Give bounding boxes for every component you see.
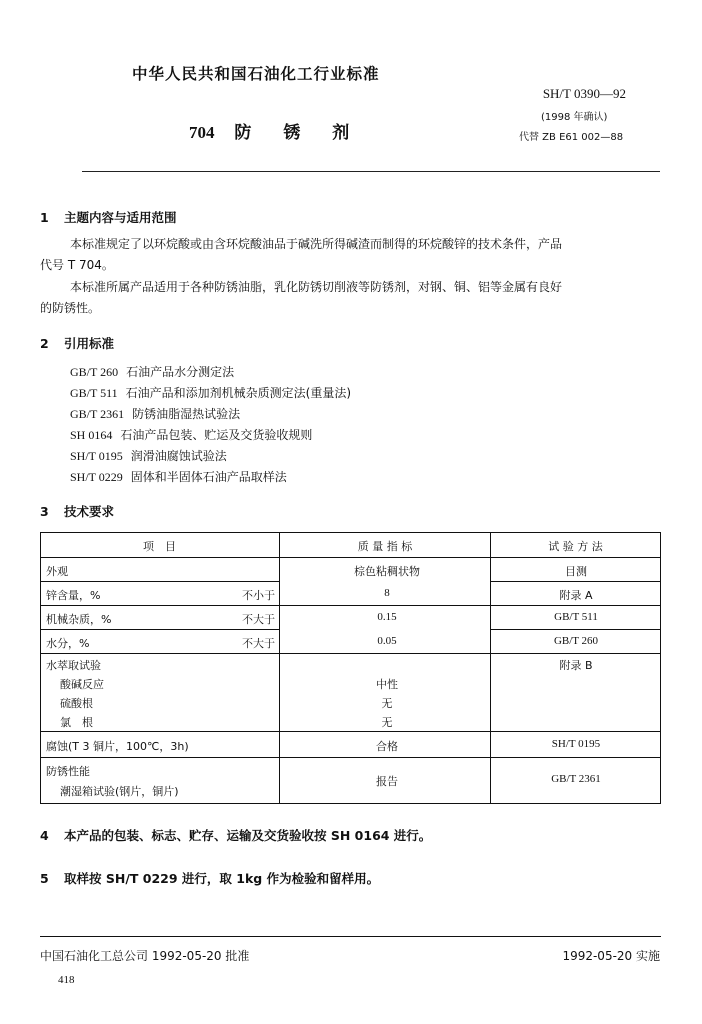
row-value: 0.05 <box>377 635 397 647</box>
reference-title: 防锈油脂湿热试验法 <box>132 407 241 421</box>
section-5-text <box>40 869 379 887</box>
reference-item <box>70 363 234 380</box>
table-rule <box>490 629 661 630</box>
table-border <box>40 533 41 803</box>
table-rule <box>40 581 280 582</box>
row-method: SH/T 0195 <box>551 738 601 750</box>
standard-code: SH/T 0390—92 <box>542 86 626 101</box>
table-rule <box>40 629 280 630</box>
row-item: 机械杂质，% <box>46 613 112 626</box>
table-rule <box>490 581 661 582</box>
reference-code: GB/T 511 <box>70 386 118 400</box>
row-value: 8 <box>384 587 390 599</box>
section-1-para-2-line-1: 本标准所属产品适用于各种防锈油脂，乳化防锈切削液等防锈剂，对钢、铜、铝等金属有良好 <box>70 280 563 294</box>
reference-title: 石油产品包装、贮运及交货验收规则 <box>120 428 313 442</box>
title-char: 锈 <box>283 123 301 143</box>
page-number: 418 <box>58 974 75 986</box>
row-value: 棕色粘稠状物 <box>354 565 420 578</box>
reference-code: SH/T 0229 <box>70 470 123 484</box>
section-body: 取样按 SH/T 0229 进行，取 1kg 作为检验和留样用。 <box>64 871 380 886</box>
row-value: 报告 <box>376 775 398 788</box>
row-value: 合格 <box>376 740 398 753</box>
row-value: 中性 <box>376 678 398 691</box>
row-item: 水分，% <box>46 637 90 650</box>
section-number: 2 <box>40 336 49 351</box>
reference-item <box>70 447 227 464</box>
table-rule <box>40 653 661 654</box>
section-1-heading <box>40 208 177 226</box>
issuing-organization: 中华人民共和国石油化工行业标准 <box>132 65 380 83</box>
reference-code: GB/T 2361 <box>70 407 125 421</box>
table-rule <box>40 731 661 732</box>
section-1-para-2-line-2: 的防锈性。 <box>40 301 101 315</box>
column-header-method: 试 验 方 法 <box>548 540 603 553</box>
reference-item <box>70 405 240 422</box>
section-3-heading <box>40 502 114 520</box>
row-method: GB/T 2361 <box>551 773 601 785</box>
title-number: 704 <box>189 123 215 142</box>
table-border <box>490 533 491 803</box>
row-condition: 不大于 <box>242 637 275 650</box>
replaces-note: 代替 ZB E61 002—88 <box>519 132 624 143</box>
footer-divider <box>40 936 661 937</box>
table-rule <box>40 557 661 558</box>
row-subitem: 酸碱反应 <box>60 678 104 691</box>
section-number: 1 <box>40 210 49 225</box>
implementation-date: 1992-05-20 实施 <box>562 949 660 963</box>
document-title <box>189 118 375 143</box>
row-method: 目测 <box>565 565 587 578</box>
confirmation-note: (1998 年确认) <box>541 112 608 123</box>
approval-statement: 中国石油化工总公司 1992-05-20 批准 <box>40 949 250 963</box>
title-char: 防 <box>234 123 252 143</box>
table-rule <box>40 605 661 606</box>
section-1-para-1-line-2: 代号 T 704。 <box>40 258 114 272</box>
row-condition: 不小于 <box>242 589 275 602</box>
section-title: 主题内容与适用范围 <box>64 210 177 225</box>
reference-title: 石油产品和添加剂机械杂质测定法(重量法) <box>125 386 352 400</box>
row-method: GB/T 260 <box>553 635 599 647</box>
row-method: 附录 B <box>559 659 593 672</box>
reference-item <box>70 384 351 401</box>
row-value: 无 <box>381 716 393 729</box>
section-title: 技术要求 <box>64 504 115 519</box>
section-4-text <box>40 826 431 844</box>
row-subitem: 硫酸根 <box>60 697 93 710</box>
row-subitem: 氯 根 <box>60 716 93 729</box>
row-subitem: 潮湿箱试验(钢片，铜片) <box>60 785 179 798</box>
row-condition: 不大于 <box>242 613 275 626</box>
row-value: 无 <box>381 697 393 710</box>
row-item: 锌含量，% <box>46 589 101 602</box>
row-method: GB/T 511 <box>554 611 598 623</box>
reference-title: 润滑油腐蚀试验法 <box>130 449 227 463</box>
table-rule <box>40 757 661 758</box>
column-header-item: 项 目 <box>143 540 176 553</box>
row-item: 防锈性能 <box>46 765 90 778</box>
section-number: 3 <box>40 504 49 519</box>
row-item: 外观 <box>46 565 68 578</box>
section-number: 4 <box>40 828 49 843</box>
section-2-heading <box>40 334 114 352</box>
section-number: 5 <box>40 871 49 886</box>
reference-title: 石油产品水分测定法 <box>126 365 235 379</box>
title-char: 剂 <box>332 123 350 143</box>
column-header-value: 质 量 指 标 <box>357 540 413 553</box>
table-border <box>660 533 661 803</box>
reference-item <box>70 426 312 443</box>
reference-code: GB/T 260 <box>70 365 119 379</box>
row-method: 附录 A <box>559 589 593 602</box>
row-value: 0.15 <box>377 611 397 623</box>
reference-item <box>70 468 287 485</box>
reference-code: SH/T 0195 <box>70 449 123 463</box>
section-title: 引用标准 <box>64 336 115 351</box>
requirements-table <box>40 532 661 804</box>
reference-code: SH 0164 <box>70 428 113 442</box>
table-border <box>279 533 280 803</box>
header-divider <box>82 171 660 172</box>
row-item: 水萃取试验 <box>46 659 101 672</box>
reference-title: 固体和半固体石油产品取样法 <box>130 470 287 484</box>
row-item: 腐蚀(T 3 铜片，100℃，3h) <box>46 740 189 753</box>
section-1-para-1-line-1: 本标准规定了以环烷酸或由含环烷酸油品于碱洗所得碱渣而制得的环烷酸锌的技术条件，产品 <box>70 237 563 251</box>
section-body: 本产品的包装、标志、贮存、运输及交货验收按 SH 0164 进行。 <box>64 828 432 843</box>
